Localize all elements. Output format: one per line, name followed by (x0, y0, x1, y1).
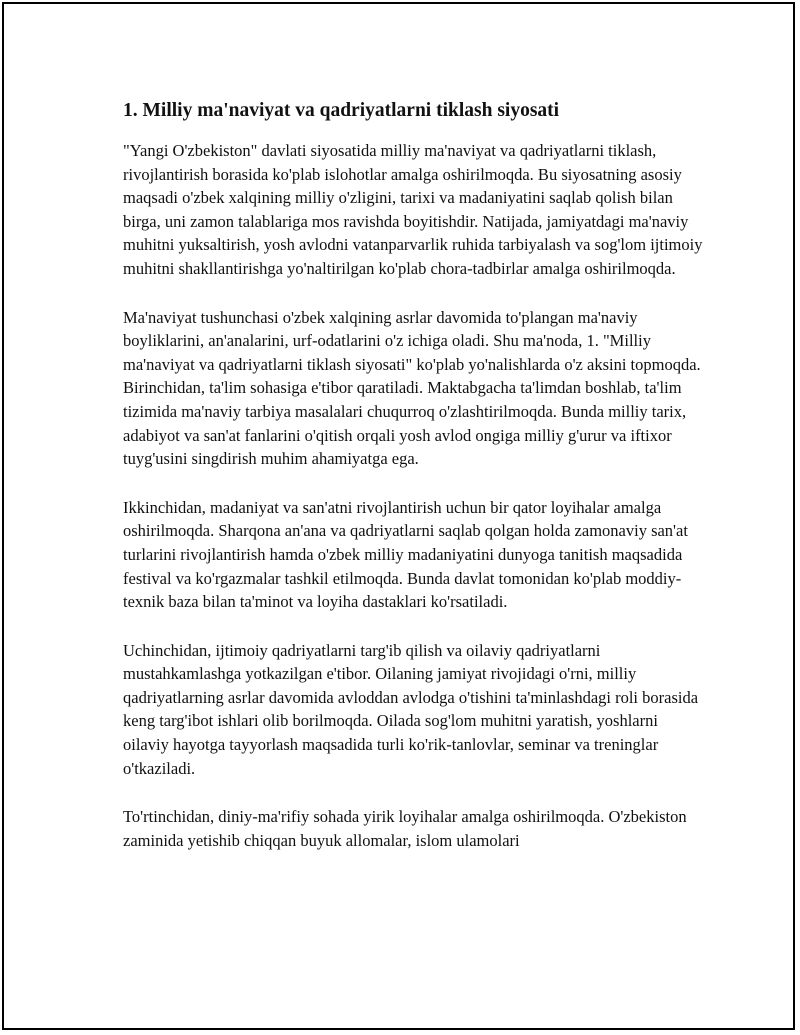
paragraph-list (123, 139, 703, 852)
page-frame (2, 2, 795, 1030)
paragraph-5: To'rtinchidan, diniy-ma'rifiy sohada yirik loyihalar amalga oshirilmoqda. O'zbekiston zaminida yetishib chiqqan buyuk allomalar, islom ulamolari (123, 807, 687, 850)
paragraph-4: Uchinchidan, ijtimoiy qadriyatlarni targ'ib qilish va oilaviy qadriyatlarni mustahkamlashga yotkazilgan e'tibor. Oilaning jamiyat rivojidagi o'rni, milliy qadriyatlarning asrlar davomida avloddan avlodga o'tishini ta'minlashdagi roli borasida keng targ'ibot ishlari olib borilmoqda. Oilada sog'lom muhitni yaratish, yoshlarni oilaviy hayotga tayyorlash maqsadida turli ko'rik-tanlovlar, seminar va treninglar o'tkaziladi. (123, 640, 699, 778)
paragraph-2: Ma'naviyat tushunchasi o'zbek xalqining asrlar davomida to'plangan ma'naviy boyliklarini, an'analarini, urf-odatlarini o'z ichiga oladi. Shu ma'noda, 1. "Milliy ma'naviyat va qadriyatlarni tiklash siyosati" ko'plab yo'nalishlarda o'z aksini topmoqda. Birinchidan, ta'lim sohasiga e'tibor qaratiladi. Maktabgacha ta'limdan boshlab, ta'lim tizimida ma'naviy tarbiya masalalari chuqurroq o'zlashtirilmoqda. Bunda milliy tarix, adabiyot va san'at fanlarini o'qitish orqali yosh avlod ongiga milliy g'urur va iftixor tuyg'usini singdirish muhim ahamiyatga ega. (123, 307, 701, 469)
paragraph-1: "Yangi O'zbekiston" davlati siyosatida milliy ma'naviyat va qadriyatlarni tiklash, rivojlantirish borasida ko'plab islohotlar amalga oshirilmoqda. Bu siyosatning asosiy maqsadi o'zbek xalqining milliy o'zligini, tarixi va madaniyatini saqlab qolish bilan birga, uni zamon talablariga mos ravishda boyitishdir. Natijada, jamiyatdagi ma'naviy muhitni yuksaltirish, yosh avlodni vatanparvarlik ruhida tarbiyalash va sog'lom ijtimoiy muhitni shakllantirishga yo'naltirilgan ko'plab chora-tadbirlar amalga oshirilmoqda. (123, 141, 703, 278)
document-title: 1. Milliy ma'naviyat va qadriyatlarni tiklash siyosati (123, 100, 560, 121)
paragraph-3: Ikkinchidan, madaniyat va san'atni rivojlantirish uchun bir qator loyihalar amalga oshirilmoqda. Sharqona an'ana va qadriyatlarni saqlab qolgan holda zamonaviy san'at turlarini rivojlantirish hamda o'zbek milliy madaniyatini dunyoga tanitish maqsadida festival va ko'rgazmalar tashkil etilmoqda. Bunda davlat tomonidan ko'plab moddiy-texnik baza bilan ta'minot va loyiha dastaklari ko'rsatiladi. (123, 497, 688, 612)
document-body (123, 100, 703, 877)
